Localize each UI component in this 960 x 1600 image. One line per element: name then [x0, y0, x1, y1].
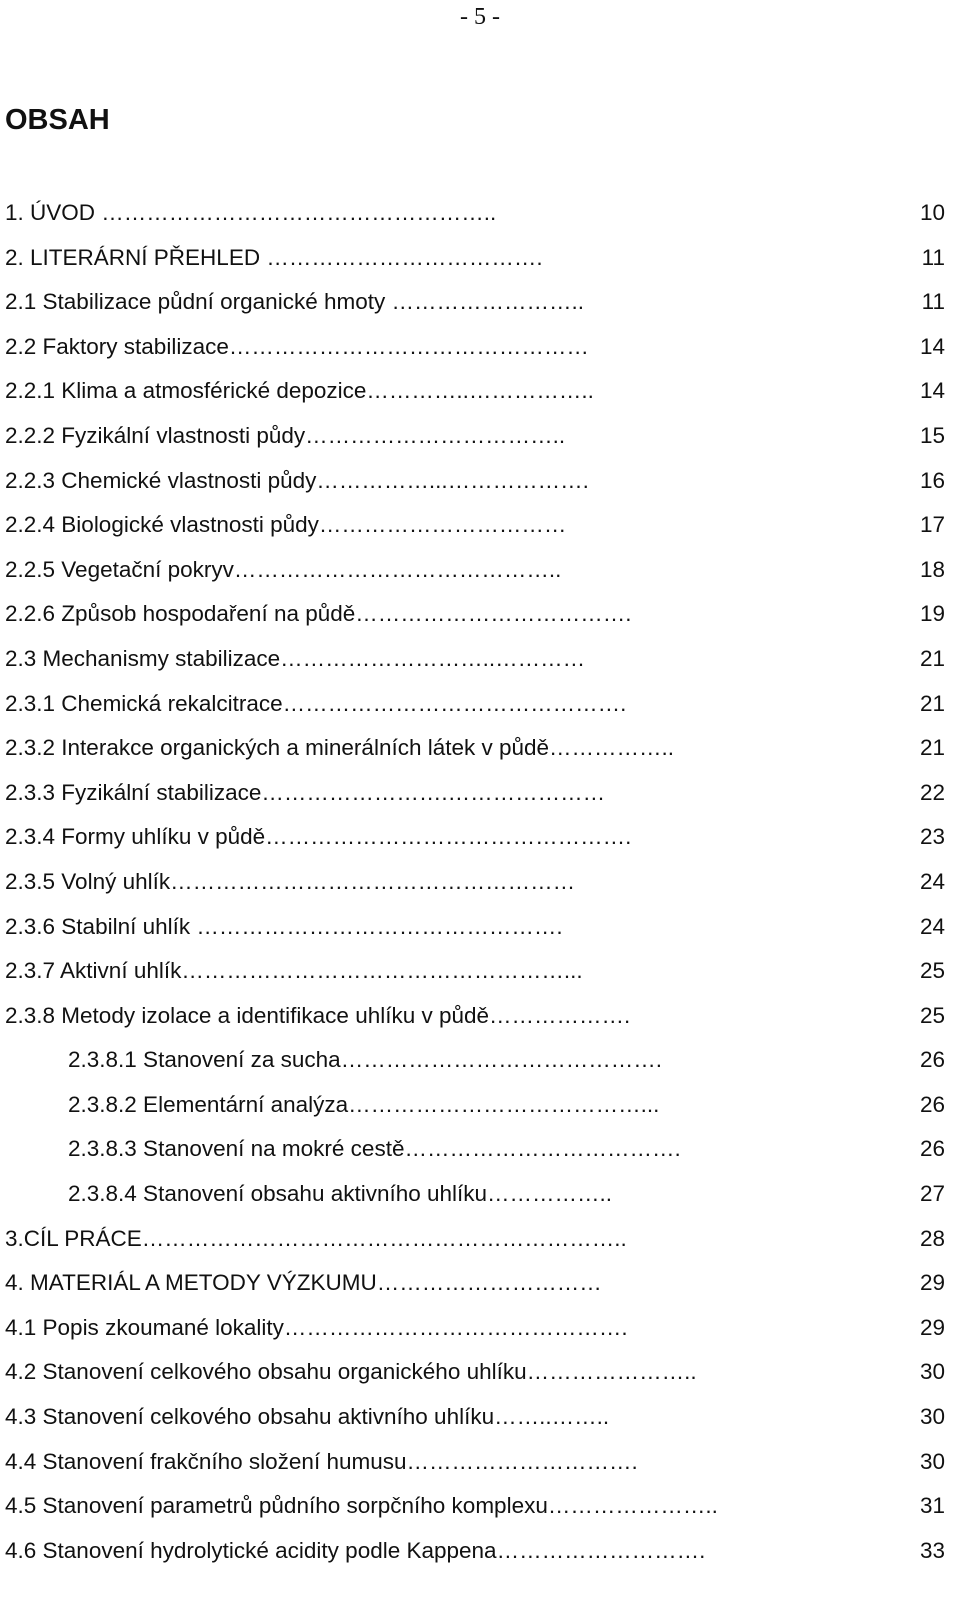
- toc-entry-title[interactable]: 2.2 Faktory stabilizace…………………………………………: [5, 333, 589, 359]
- toc-entry-page-number: 30: [919, 1404, 945, 1430]
- toc-entry[interactable]: [5, 1046, 955, 1091]
- toc-entry-page-number: 17: [919, 512, 945, 538]
- toc-entry-title[interactable]: 2.2.5 Vegetační pokryv……………………………………..: [5, 556, 562, 582]
- toc-entry-title[interactable]: 1. ÚVOD ……………………………………………..: [5, 200, 497, 225]
- toc-entry[interactable]: [5, 1358, 955, 1403]
- toc-entry-title[interactable]: 2.3.8.2 Elementární analýza…………………………………...: [68, 1091, 660, 1117]
- toc-entry-title[interactable]: 2.3 Mechanismy stabilizace………………………..…………: [5, 645, 586, 671]
- toc-entry[interactable]: [5, 957, 955, 1002]
- toc-entry-title[interactable]: 3.CÍL PRÁCE………………………………………………………..: [5, 1225, 627, 1251]
- toc-entry[interactable]: [5, 868, 955, 913]
- toc-entry-page-number: 27: [919, 1181, 945, 1207]
- toc-entry-title[interactable]: 2.3.2 Interakce organických a minerálních látek v půdě……………..: [5, 735, 675, 761]
- toc-entry[interactable]: [5, 377, 955, 422]
- toc-entry-title[interactable]: 4.6 Stanovení hydrolytické acidity podle Kappena……………………….: [5, 1537, 706, 1563]
- toc-entry-page-number: 21: [919, 645, 945, 671]
- toc-entry-title[interactable]: 4.3 Stanovení celkového obsahu aktivního uhlíku……..……..: [5, 1404, 610, 1430]
- toc-entry[interactable]: [5, 823, 955, 868]
- table-of-contents: [5, 199, 955, 1581]
- toc-entry[interactable]: [5, 645, 955, 690]
- toc-entry-page-number: 11: [921, 244, 945, 270]
- toc-entry[interactable]: [5, 1180, 955, 1225]
- toc-entry-title[interactable]: 2.3.8.3 Stanovení na mokré cestě……………………………….: [68, 1136, 681, 1162]
- toc-entry-title[interactable]: 2.3.7 Aktivní uhlík……………………………………………...: [5, 958, 583, 984]
- toc-entry-title[interactable]: 2.3.4 Formy uhlíku v půdě………………………………………….: [5, 824, 632, 850]
- toc-entry[interactable]: [5, 1225, 955, 1270]
- toc-entry[interactable]: [5, 1091, 955, 1136]
- page-number: - 5 -: [460, 4, 500, 30]
- toc-entry-title[interactable]: 2.2.1 Klima a atmosférické depozice…………..……………..: [5, 378, 594, 404]
- toc-entry[interactable]: [5, 1135, 955, 1180]
- toc-entry-title[interactable]: 2.2.2 Fyzikální vlastnosti půdy……………………………..: [5, 422, 566, 448]
- toc-entry-title[interactable]: 2. LITERÁRNÍ PŘEHLED ……………………………….: [5, 244, 543, 270]
- toc-entry-page-number: 14: [919, 378, 945, 404]
- toc-title: OBSAH: [5, 104, 110, 136]
- toc-entry-title[interactable]: 2.2.3 Chemické vlastnosti půdy……………...……………….: [5, 467, 589, 493]
- toc-entry[interactable]: [5, 690, 955, 735]
- toc-entry[interactable]: [5, 779, 955, 824]
- toc-entry[interactable]: [5, 422, 955, 467]
- toc-entry-page-number: 14: [919, 333, 945, 359]
- toc-entry-title[interactable]: 2.3.3 Fyzikální stabilizace…………………….…………………: [5, 779, 606, 805]
- toc-entry-page-number: 15: [919, 422, 945, 448]
- toc-entry[interactable]: [5, 1314, 955, 1359]
- toc-entry[interactable]: [5, 556, 955, 601]
- toc-entry-page-number: 25: [919, 958, 945, 984]
- toc-entry-title[interactable]: 2.3.8.1 Stanovení za sucha…………………………………….: [68, 1047, 662, 1073]
- toc-entry-page-number: 21: [919, 735, 945, 761]
- toc-entry-title[interactable]: 4. MATERIÁL A METODY VÝZKUMU…………………………: [5, 1270, 602, 1296]
- toc-entry[interactable]: [5, 199, 955, 244]
- toc-entry-page-number: 23: [919, 824, 945, 850]
- toc-entry[interactable]: [5, 1492, 955, 1537]
- toc-entry-page-number: 28: [919, 1225, 945, 1251]
- toc-entry-page-number: 19: [919, 601, 945, 627]
- toc-entry-page-number: 11: [921, 289, 945, 315]
- toc-entry-page-number: 26: [919, 1047, 945, 1073]
- toc-entry-title[interactable]: 4.4 Stanovení frakčního složení humusu………………………….: [5, 1448, 638, 1474]
- toc-entry-page-number: 18: [919, 556, 945, 582]
- toc-entry-page-number: 29: [919, 1270, 945, 1296]
- toc-entry-page-number: 24: [919, 913, 945, 939]
- toc-entry[interactable]: [5, 511, 955, 556]
- toc-entry[interactable]: [5, 1269, 955, 1314]
- toc-entry-title[interactable]: 2.3.6 Stabilní uhlík ………………………………………….: [5, 913, 563, 939]
- toc-entry-page-number: 10: [919, 200, 945, 225]
- toc-entry[interactable]: [5, 244, 955, 289]
- toc-entry[interactable]: [5, 600, 955, 645]
- toc-entry-title[interactable]: 4.2 Stanovení celkového obsahu organického uhlíku…………………..: [5, 1359, 697, 1385]
- toc-entry-title[interactable]: 2.2.6 Způsob hospodaření na půdě……………………………….: [5, 601, 632, 627]
- toc-entry[interactable]: [5, 734, 955, 779]
- toc-entry-title[interactable]: 2.3.8 Metody izolace a identifikace uhlíku v půdě……………….: [5, 1002, 631, 1028]
- toc-entry-page-number: 33: [919, 1537, 945, 1563]
- toc-entry[interactable]: [5, 1403, 955, 1448]
- toc-entry-page-number: 21: [919, 690, 945, 716]
- toc-entry-page-number: 24: [919, 868, 945, 894]
- toc-entry-title[interactable]: 4.5 Stanovení parametrů půdního sorpčního komplexu…………………..: [5, 1493, 718, 1519]
- toc-entry-title[interactable]: 2.3.1 Chemická rekalcitrace……………………………………….: [5, 690, 627, 716]
- toc-entry-title[interactable]: 4.1 Popis zkoumané lokality……………………………………….: [5, 1314, 628, 1340]
- toc-entry[interactable]: [5, 288, 955, 333]
- toc-entry[interactable]: [5, 1537, 955, 1582]
- toc-entry-page-number: 26: [919, 1136, 945, 1162]
- toc-entry-page-number: 29: [919, 1314, 945, 1340]
- toc-entry-title[interactable]: 2.1 Stabilizace půdní organické hmoty ……………………..: [5, 289, 584, 315]
- toc-entry[interactable]: [5, 1448, 955, 1493]
- toc-entry[interactable]: [5, 913, 955, 958]
- toc-entry-page-number: 22: [919, 779, 945, 805]
- toc-entry-title[interactable]: 2.2.4 Biologické vlastnosti půdy……………………………: [5, 512, 567, 538]
- toc-entry[interactable]: [5, 1002, 955, 1047]
- toc-entry-page-number: 31: [919, 1493, 945, 1519]
- toc-entry-title[interactable]: 2.3.8.4 Stanovení obsahu aktivního uhlíku……………..: [68, 1181, 613, 1207]
- toc-entry[interactable]: [5, 333, 955, 378]
- toc-entry-page-number: 25: [919, 1002, 945, 1028]
- toc-entry-page-number: 26: [919, 1091, 945, 1117]
- toc-entry[interactable]: [5, 467, 955, 512]
- toc-entry-title[interactable]: 2.3.5 Volný uhlík………………………………………………: [5, 868, 576, 894]
- toc-entry-page-number: 30: [919, 1448, 945, 1474]
- toc-entry-page-number: 16: [919, 467, 945, 493]
- toc-entry-page-number: 30: [919, 1359, 945, 1385]
